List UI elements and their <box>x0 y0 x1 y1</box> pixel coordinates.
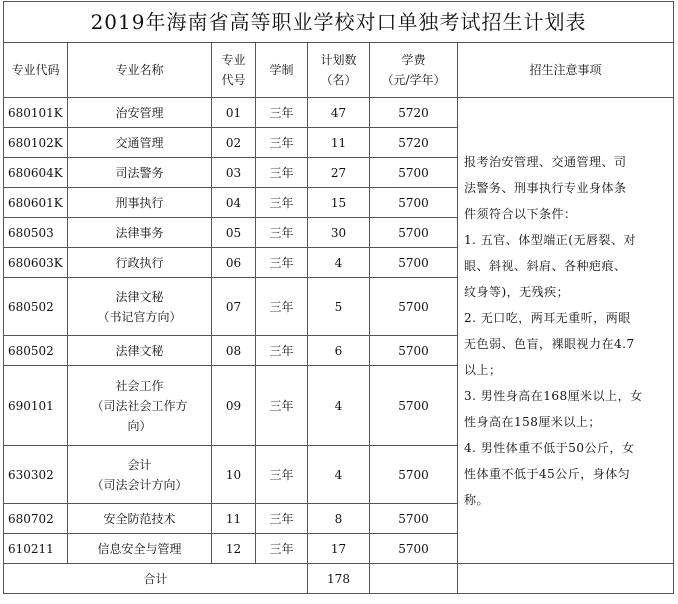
cell-name-line: 司法警务 <box>115 165 164 180</box>
cell-name-line: （书记官方向） <box>97 309 182 324</box>
cell-plan: 8 <box>308 504 370 534</box>
notes-line: 眼、斜视、斜肩、各种疤痕、 <box>464 258 627 273</box>
cell-fee: 5700 <box>370 218 458 248</box>
cell-name <box>68 446 212 504</box>
header-num <box>212 43 256 98</box>
cell-name <box>68 188 212 218</box>
cell-fee: 5720 <box>370 128 458 158</box>
cell-name-line: 治安管理 <box>115 105 164 120</box>
cell-fee: 5720 <box>370 98 458 128</box>
notes-line: 4. 男性体重不低于50公斤，女 <box>464 440 635 455</box>
cell-name-line: 法律事务 <box>115 225 164 240</box>
cell-name <box>68 248 212 278</box>
cell-name-line: 社会工作 <box>115 378 164 393</box>
cell-plan: 15 <box>308 188 370 218</box>
notes-cell <box>458 98 674 564</box>
cell-duration: 三年 <box>256 504 308 534</box>
cell-fee: 5700 <box>370 158 458 188</box>
cell-name-line: 向） <box>127 418 152 433</box>
cell-name-line: 法律文秘 <box>115 343 164 358</box>
cell-name-line: 刑事执行 <box>115 195 164 210</box>
cell-fee: 5700 <box>370 336 458 366</box>
total-value: 178 <box>308 564 370 594</box>
cell-duration: 三年 <box>256 128 308 158</box>
cell-name-line: 会计 <box>127 457 152 472</box>
cell-code: 680101K <box>4 98 68 128</box>
cell-name-line: （司法会计方向） <box>91 477 188 492</box>
cell-plan: 4 <box>308 248 370 278</box>
cell-plan: 5 <box>308 278 370 336</box>
cell-duration: 三年 <box>256 446 308 504</box>
header-plan-line2: （名） <box>320 73 357 87</box>
header-fee <box>370 43 458 98</box>
notes-line: 无色弱、色盲，裸眼视力在4.7 <box>464 336 635 351</box>
total-empty-fee <box>370 564 458 594</box>
notes-line: 性身高在158厘米以上； <box>464 414 601 429</box>
cell-plan: 4 <box>308 446 370 504</box>
cell-code: 690101 <box>4 366 68 446</box>
cell-plan: 30 <box>308 218 370 248</box>
cell-duration: 三年 <box>256 336 308 366</box>
cell-num: 08 <box>212 336 256 366</box>
header-num-line1: 专业 <box>221 53 246 67</box>
cell-code: 680604K <box>4 158 68 188</box>
cell-code: 680502 <box>4 278 68 336</box>
cell-duration: 三年 <box>256 248 308 278</box>
cell-num: 12 <box>212 534 256 564</box>
cell-plan: 11 <box>308 128 370 158</box>
cell-num: 06 <box>212 248 256 278</box>
cell-plan: 17 <box>308 534 370 564</box>
cell-name-line: （司法社会工作方 <box>91 398 188 413</box>
cell-num: 07 <box>212 278 256 336</box>
cell-name <box>68 98 212 128</box>
cell-code: 680601K <box>4 188 68 218</box>
notes-line: 纹身等)，无残疾； <box>464 284 570 299</box>
header-name: 专业名称 <box>68 43 212 98</box>
cell-code: 630302 <box>4 446 68 504</box>
cell-code: 680502 <box>4 336 68 366</box>
cell-name <box>68 278 212 336</box>
notes-line: 性体重不低于45公斤，身体匀 <box>464 466 631 481</box>
notes-line: 件须符合以下条件： <box>464 206 577 221</box>
notes-line: 2. 无口吃，两耳无重听，两眼 <box>464 310 631 325</box>
header-row <box>4 43 674 98</box>
cell-num: 09 <box>212 366 256 446</box>
cell-name-line: 法律文秘 <box>115 289 164 304</box>
cell-num: 05 <box>212 218 256 248</box>
cell-fee: 5700 <box>370 278 458 336</box>
cell-name <box>68 336 212 366</box>
notes-line: 3. 男性身高在168厘米以上，女 <box>464 388 643 403</box>
header-fee-line2: （元/学年） <box>381 73 446 87</box>
cell-num: 04 <box>212 188 256 218</box>
cell-duration: 三年 <box>256 158 308 188</box>
cell-name-line: 交通管理 <box>115 135 164 150</box>
cell-plan: 47 <box>308 98 370 128</box>
cell-fee: 5700 <box>370 534 458 564</box>
cell-code: 680102K <box>4 128 68 158</box>
cell-plan: 6 <box>308 336 370 366</box>
notes-line: 称。 <box>464 492 490 507</box>
cell-fee: 5700 <box>370 504 458 534</box>
cell-num: 10 <box>212 446 256 504</box>
cell-name <box>68 218 212 248</box>
cell-plan: 4 <box>308 366 370 446</box>
header-duration: 学制 <box>256 43 308 98</box>
table-row <box>4 98 674 128</box>
header-plan-line1: 计划数 <box>320 53 357 67</box>
cell-name <box>68 366 212 446</box>
header-notes: 招生注意事项 <box>458 43 674 98</box>
cell-fee: 5700 <box>370 188 458 218</box>
cell-plan: 27 <box>308 158 370 188</box>
cell-duration: 三年 <box>256 278 308 336</box>
cell-name-line: 安全防范技术 <box>103 511 176 526</box>
cell-code: 610211 <box>4 534 68 564</box>
enrollment-plan-table <box>3 1 674 594</box>
cell-duration: 三年 <box>256 366 308 446</box>
header-plan <box>308 43 370 98</box>
cell-fee: 5700 <box>370 366 458 446</box>
notes-line: 1. 五官、体型端正(无唇裂、对 <box>464 232 636 247</box>
header-fee-line1: 学费 <box>401 53 426 67</box>
cell-name <box>68 534 212 564</box>
cell-name <box>68 158 212 188</box>
cell-fee: 5700 <box>370 248 458 278</box>
cell-code: 680702 <box>4 504 68 534</box>
total-row <box>4 564 674 594</box>
cell-duration: 三年 <box>256 98 308 128</box>
cell-duration: 三年 <box>256 188 308 218</box>
header-num-line2: 代号 <box>221 73 246 87</box>
cell-name <box>68 504 212 534</box>
table-title: 2019年海南省高等职业学校对口单独考试招生计划表 <box>4 2 674 43</box>
notes-line: 法警务、刑事执行专业身体条 <box>464 180 627 195</box>
total-label: 合计 <box>4 564 308 594</box>
cell-num: 01 <box>212 98 256 128</box>
notes-line: 报考治安管理、交通管理、司 <box>464 154 627 169</box>
cell-code: 680503 <box>4 218 68 248</box>
cell-num: 03 <box>212 158 256 188</box>
cell-name-line: 信息安全与管理 <box>97 541 182 556</box>
total-empty-notes <box>458 564 674 594</box>
cell-name <box>68 128 212 158</box>
cell-num: 11 <box>212 504 256 534</box>
cell-fee: 5700 <box>370 446 458 504</box>
cell-name-line: 行政执行 <box>115 255 164 270</box>
notes-line: 以上； <box>464 362 502 377</box>
cell-code: 680603K <box>4 248 68 278</box>
cell-num: 02 <box>212 128 256 158</box>
header-code: 专业代码 <box>4 43 68 98</box>
cell-duration: 三年 <box>256 534 308 564</box>
cell-duration: 三年 <box>256 218 308 248</box>
